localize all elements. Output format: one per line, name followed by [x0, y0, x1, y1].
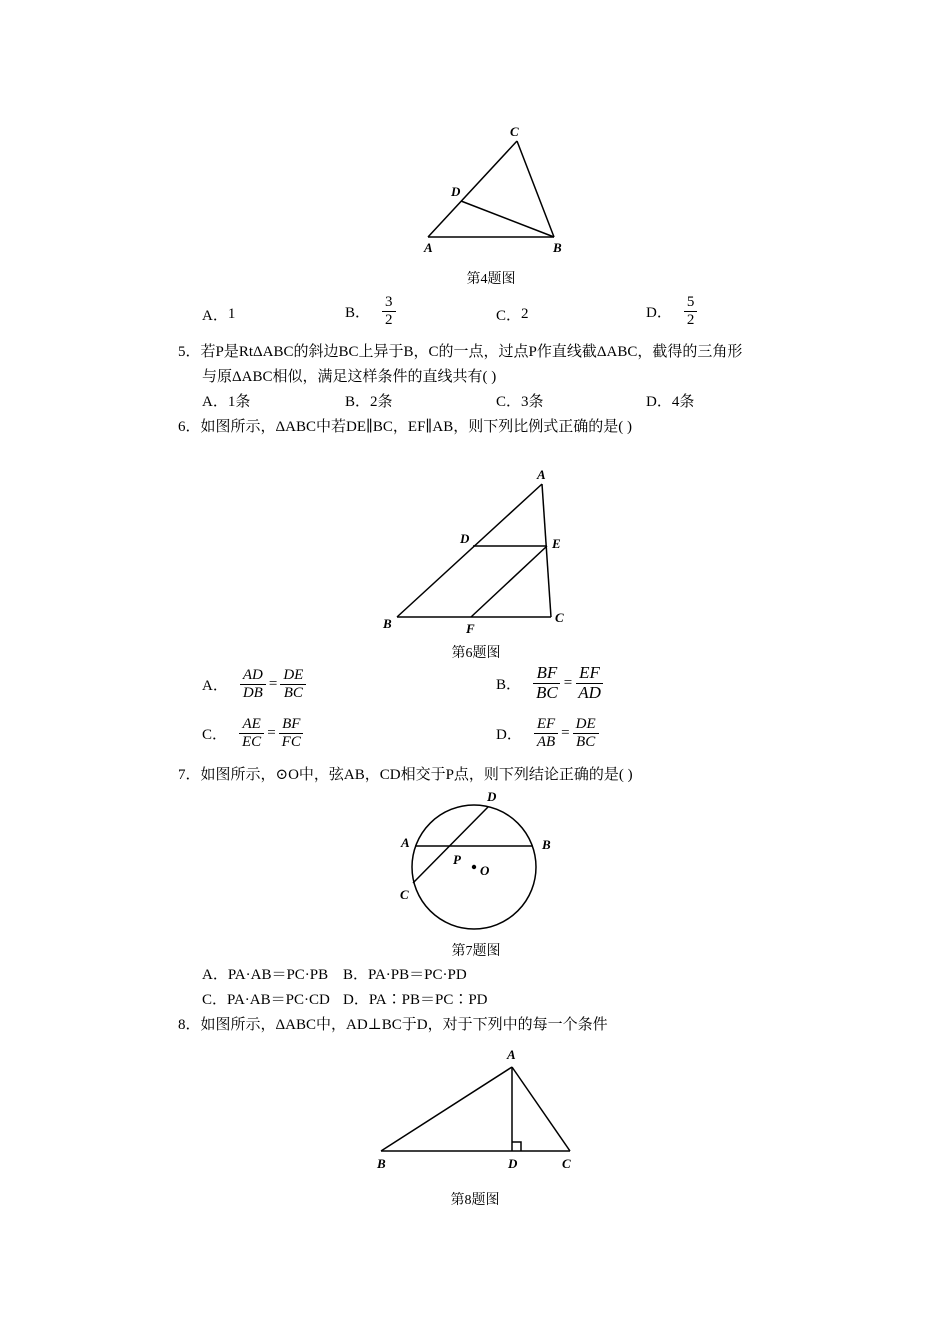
- fig6-caption: 第6题图: [451, 646, 501, 661]
- q4-option-d-label: D．: [646, 304, 672, 321]
- fig4-label-c: C: [510, 124, 519, 139]
- fig7-chord-cd: [413, 807, 488, 883]
- fig4-caption: 第4题图: [466, 272, 516, 287]
- q4-option-c: [496, 304, 529, 325]
- q4-option-d-fraction: [684, 294, 698, 328]
- q4-option-b-numerator: 3: [382, 294, 396, 312]
- q5-stem-line1: 5．若P是RtΔABC的斜边BC上异于B，C的一点，过点P作直线截ΔABC，截得的三角形: [178, 344, 743, 360]
- fig4-label-b: B: [553, 240, 562, 255]
- fig8-label-d: D: [508, 1156, 518, 1171]
- q4-option-b-label: B．: [345, 304, 371, 321]
- fig7-label-p: P: [453, 852, 461, 867]
- figure-6: [375, 462, 575, 642]
- q4-option-a-text: 1: [227, 306, 236, 322]
- fig4-side-bc: [517, 141, 554, 237]
- q4-option-c-label: C．: [496, 308, 522, 324]
- fig8-label-c: C: [562, 1156, 571, 1171]
- figure-7: [390, 785, 565, 935]
- fig8-right-angle-mark: [512, 1142, 521, 1151]
- q6-stem: 6．如图所示，ΔABC中若DE∥BC，EF∥AB，则下列比例式正确的是( ): [178, 419, 632, 435]
- fig6-label-e: E: [552, 536, 561, 551]
- q4-option-d-numerator: 5: [684, 294, 698, 312]
- fig7-center-dot: [472, 865, 476, 869]
- fig7-caption: 第7题图: [451, 944, 501, 959]
- fig6-label-b: B: [383, 616, 392, 631]
- q6-option-b: B． $\frac{BF}{BC}$ = $\frac{EF}{AD}$: [496, 664, 604, 702]
- q4-option-b-denominator: 2: [385, 311, 393, 328]
- fig7-label-a: A: [401, 835, 410, 850]
- fig6-label-a: A: [537, 467, 546, 482]
- fig7-label-c: C: [400, 887, 409, 902]
- q4-option-a-label: A．: [202, 308, 228, 324]
- fig6-label-f: F: [466, 621, 475, 636]
- q4-option-d: [646, 294, 697, 328]
- fig7-label-d: D: [487, 789, 497, 804]
- q5-stem-line2: 与原ΔABC相似，满足这样条件的直线共有( ): [202, 369, 497, 385]
- fig7-label-b: B: [542, 837, 551, 852]
- q7-option-b: B．PA·PB＝PC·PD: [343, 967, 467, 983]
- fig4-label-d: D: [451, 184, 461, 199]
- fig4-segment-bd: [461, 201, 554, 237]
- figure-4: [415, 120, 575, 260]
- figure-8: [365, 1040, 590, 1180]
- fig8-label-b: B: [377, 1156, 386, 1171]
- q4-option-a: [202, 304, 235, 325]
- fig6-segment-ef: [471, 546, 547, 617]
- fig8-caption: 第8题图: [450, 1193, 500, 1208]
- q6-option-d: D． $\frac{EF}{AB}$ = $\frac{DE}{BC}$: [496, 716, 599, 750]
- fig8-label-a: A: [507, 1047, 516, 1062]
- q7-option-c: C．PA·AB＝PC·CD: [202, 992, 330, 1008]
- q4-option-b: [345, 294, 396, 328]
- q5-option-c: C．3条: [496, 394, 544, 410]
- fig7-label-o: O: [480, 863, 490, 878]
- q4-option-b-fraction: [382, 294, 396, 328]
- fig8-side-ab: [381, 1067, 512, 1151]
- fig6-side-ab: [397, 484, 542, 617]
- q8-stem: 8．如图所示，ΔABC中，AD⊥BC于D，对于下列中的每一个条件: [178, 1017, 608, 1033]
- q4-option-c-text: 2: [521, 306, 529, 322]
- q5-option-b: B．2条: [345, 394, 393, 410]
- fig6-label-d: D: [460, 531, 470, 546]
- q6-option-a: A． $\frac{AD}{DB}$ = $\frac{DE}{BC}$: [202, 667, 306, 701]
- fig6-side-ac: [542, 484, 551, 617]
- q5-option-d: D．4条: [646, 394, 695, 410]
- q7-option-d: D．PA∶PB＝PC∶PD: [343, 992, 488, 1008]
- fig6-label-c: C: [555, 610, 564, 625]
- q5-option-a: A．1条: [202, 394, 251, 410]
- fig4-side-ac: [428, 141, 517, 237]
- fig8-side-ac: [512, 1067, 570, 1151]
- q7-option-a: A．PA·AB＝PC·PB: [202, 967, 329, 983]
- q4-option-d-denominator: 2: [686, 311, 695, 328]
- fig4-label-a: A: [424, 240, 433, 255]
- q7-stem: 7．如图所示，⊙O中，弦AB，CD相交于P点，则下列结论正确的是( ): [178, 767, 633, 783]
- q6-option-c: C． $\frac{AE}{EC}$ = $\frac{BF}{FC}$: [202, 716, 304, 750]
